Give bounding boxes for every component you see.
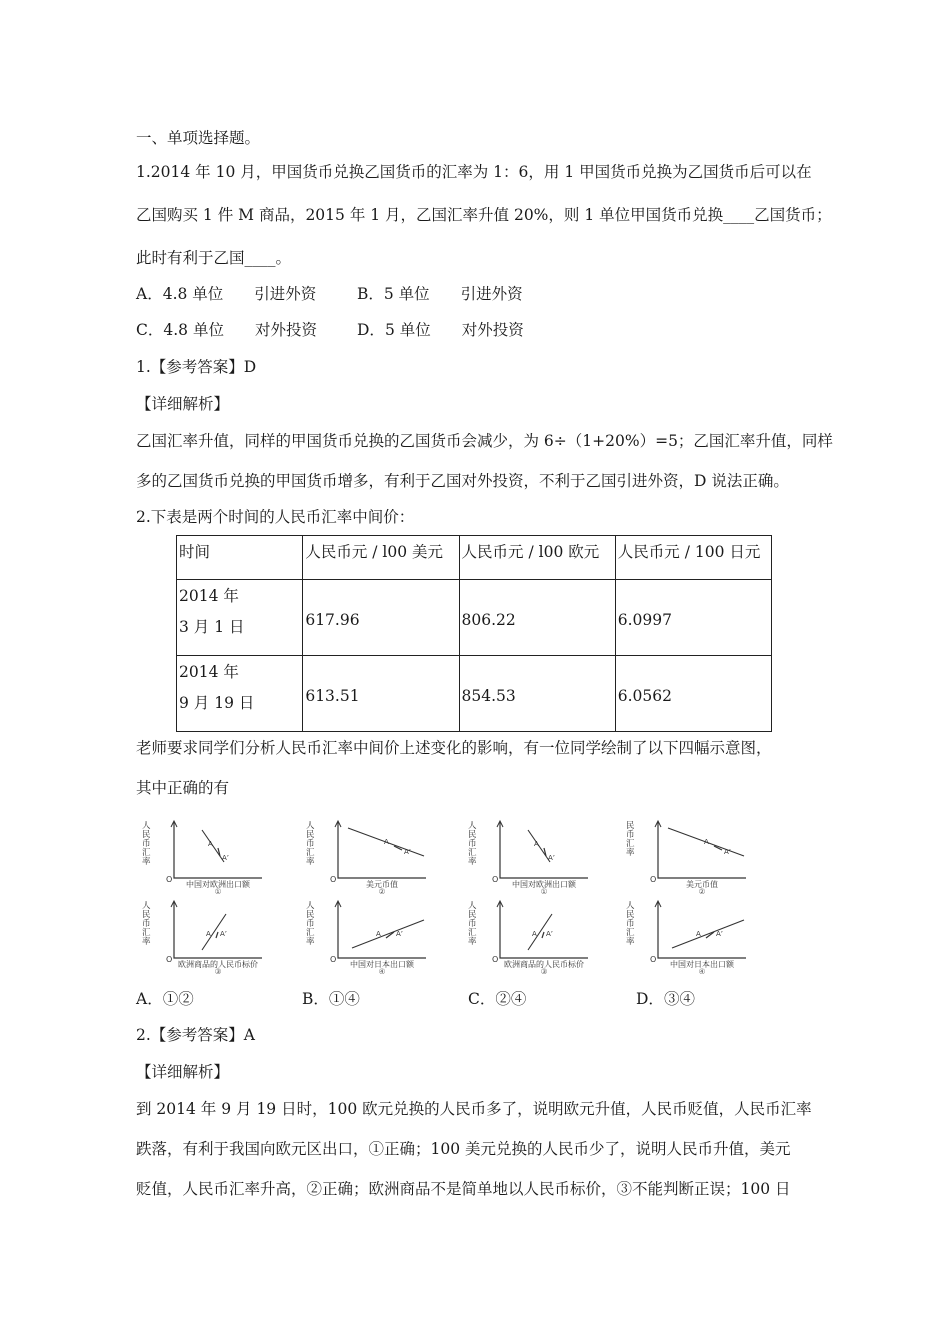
q2-analysis-line-2: 跌落，有利于我国向欧元区出口，①正确；100 美元兑换的人民币少了，说明人民币升值，美元 (136, 1140, 791, 1158)
q1-answer: 1.【参考答案】D (136, 358, 257, 376)
diagram-3 (620, 818, 750, 894)
table-cell-jpy: 6.0997 (615, 580, 771, 656)
point-a-label: A (206, 930, 211, 938)
curve-line (352, 920, 424, 948)
option-text: ①④ (328, 990, 360, 1008)
origin-label: O (650, 875, 657, 884)
point-a-label: A (384, 838, 389, 846)
axes (658, 822, 746, 878)
option-letter: D． (636, 990, 664, 1008)
q2-option-a (136, 988, 194, 1010)
exchange-rate-table (176, 535, 772, 732)
x-axis-label: 欧洲商品的人民币标价 (504, 960, 584, 969)
axes (174, 902, 262, 958)
option-text: 4.8 单位 对外投资 (163, 321, 317, 339)
point-a-label: A (208, 840, 213, 848)
q2-after-table-line-2: 其中正确的有 (136, 779, 230, 797)
x-axis-label: 欧洲商品的人民币标价 (178, 960, 258, 969)
q1-stem-line-1: 1.2014 年 10 月，甲国货币兑换乙国货币的汇率为 1：6，用 1 甲国货币兑换为乙国货币后可以在 (136, 163, 812, 181)
q1-analysis-line-1: 乙国汇率升值，同样的甲国货币兑换的乙国货币会减少，为 6÷（1+20%）=5；乙国汇率升值，同样 (136, 432, 833, 450)
section-heading: 一、单项选择题。 (136, 129, 261, 147)
axes (658, 902, 746, 958)
point-a-prime-label: A’ (716, 930, 724, 938)
point-a-prime-label: A’ (396, 930, 404, 938)
figure-number: ④ (378, 967, 386, 974)
table-cell-usd: 617.96 (303, 580, 459, 656)
point-a-prime-label: A’ (220, 930, 228, 938)
origin-label: O (650, 955, 657, 964)
x-axis-label: 中国对日本出口额 (670, 960, 734, 969)
point-a-prime-label: A’ (548, 854, 556, 862)
diagram-7 (620, 898, 750, 974)
q2-analysis-heading: 【详细解析】 (136, 1063, 230, 1081)
x-axis-label: 美元币值 (366, 880, 398, 889)
diagram-1 (300, 818, 430, 894)
date-day: 3 月 1 日 (179, 618, 245, 636)
y-axis-label: 人民币汇率 (142, 821, 151, 867)
table-cell-eur: 854.53 (459, 656, 615, 732)
q2-option-b (302, 988, 360, 1010)
option-letter: A． (136, 990, 163, 1008)
figure-number: ③ (540, 967, 548, 974)
option-text: ③④ (663, 990, 695, 1008)
option-letter: B． (357, 285, 384, 303)
diagram-0 (136, 818, 266, 894)
figure-number: ② (698, 887, 706, 894)
q1-option-d (357, 319, 524, 341)
table-cell-jpy: 6.0562 (615, 656, 771, 732)
q1-stem-line-3: 此时有利于乙国____。 (136, 249, 292, 267)
option-text: 4.8 单位 引进外资 (162, 285, 317, 303)
table-header-cell: 人民币元 / 100 日元 (615, 536, 771, 580)
origin-label: O (330, 875, 337, 884)
point-a-label: A (376, 930, 381, 938)
curve-line (672, 920, 744, 948)
q2-analysis-line-1: 到 2014 年 9 月 19 日时，100 欧元兑换的人民币多了，说明欧元升值，人民币贬值，人民币汇率 (136, 1100, 812, 1118)
figure-number: ① (540, 887, 548, 894)
table-row (177, 656, 772, 732)
point-a-prime-label: A’ (724, 848, 732, 856)
table-cell-eur: 806.22 (459, 580, 615, 656)
option-letter: B． (302, 990, 329, 1008)
origin-label: O (166, 875, 173, 884)
y-axis-label: 人民币汇率 (306, 901, 315, 947)
table-cell-date (177, 656, 303, 732)
option-text: 5 单位 引进外资 (383, 285, 523, 303)
option-letter: C． (136, 321, 164, 339)
point-a-label: A (532, 930, 537, 938)
table-header-cell: 人民币元 / l00 美元 (303, 536, 459, 580)
axes (338, 822, 426, 878)
table-header-cell: 人民币元 / l00 欧元 (459, 536, 615, 580)
option-text: ②④ (495, 990, 527, 1008)
x-axis-label: 中国对日本出口额 (350, 960, 414, 969)
q1-analysis-line-2: 多的乙国货币兑换的甲国货币增多，有利于乙国对外投资，不利于乙国引进外资，D 说法正确。 (136, 472, 789, 490)
table-cell-usd: 613.51 (303, 656, 459, 732)
point-a-prime-label: A’ (222, 854, 230, 862)
figure-number: ③ (214, 967, 222, 974)
y-axis-label: 人民币汇率 (142, 901, 151, 947)
figure-number: ① (214, 887, 222, 894)
q2-answer: 2.【参考答案】A (136, 1026, 255, 1044)
q2-option-c (468, 988, 526, 1010)
table-row (177, 580, 772, 656)
date-year: 2014 年 (179, 663, 239, 681)
y-axis-label: 人民币汇率 (468, 901, 477, 947)
date-year: 2014 年 (179, 587, 239, 605)
option-letter: A． (136, 285, 163, 303)
origin-label: O (492, 955, 499, 964)
point-a-label: A (696, 930, 701, 938)
figure-number: ④ (698, 967, 706, 974)
table-header-cell: 时间 (177, 536, 303, 580)
point-a-prime-label: A’ (546, 930, 554, 938)
q2-analysis-line-3: 贬值，人民币汇率升高，②正确；欧洲商品不是简单地以人民币标价，③不能判断正误；100 日 (136, 1180, 791, 1198)
y-axis-label: 人民币汇率 (468, 821, 477, 867)
origin-label: O (166, 955, 173, 964)
schematic-diagrams (136, 818, 750, 974)
x-axis-label: 中国对欧洲出口额 (512, 880, 576, 889)
q2-stem: 2.下表是两个时间的人民币汇率中间价： (136, 508, 415, 526)
diagram-5 (300, 898, 430, 974)
q1-option-c (136, 319, 317, 341)
x-axis-label: 中国对欧洲出口额 (186, 880, 250, 889)
q2-after-table-line-1: 老师要求同学们分析人民币汇率中间价上述变化的影响，有一位同学绘制了以下四幅示意图， (136, 739, 772, 757)
diagram-4 (136, 898, 266, 974)
y-axis-label: 人民币汇率 (306, 821, 315, 867)
point-a-label: A (704, 838, 709, 846)
axes (500, 902, 588, 958)
table-cell-date (177, 580, 303, 656)
y-axis-label: 民币汇率 (626, 821, 635, 858)
q1-option-b (357, 283, 523, 305)
axes (338, 902, 426, 958)
q1-stem-line-2: 乙国购买 1 件 M 商品，2015 年 1 月，乙国汇率升值 20%，则 1 单位甲国货币兑换____乙国货币； (136, 206, 832, 224)
figure-number: ② (378, 887, 386, 894)
x-axis-label: 美元币值 (686, 880, 718, 889)
option-text: 5 单位 对外投资 (384, 321, 524, 339)
option-letter: C． (468, 990, 496, 1008)
q2-option-d (636, 988, 695, 1010)
origin-label: O (330, 955, 337, 964)
y-axis-label: 人民币汇率 (626, 901, 635, 947)
option-letter: D． (357, 321, 385, 339)
point-a-prime-label: A’ (404, 848, 412, 856)
point-a-label: A (534, 840, 539, 848)
diagram-6 (462, 898, 592, 974)
option-text: ①② (162, 990, 194, 1008)
curve-line (202, 830, 224, 862)
table-header-row (177, 536, 772, 580)
q1-option-a (136, 283, 316, 305)
origin-label: O (492, 875, 499, 884)
q1-analysis-heading: 【详细解析】 (136, 395, 230, 413)
diagram-2 (462, 818, 592, 894)
curve-line (528, 830, 550, 862)
date-day: 9 月 19 日 (179, 694, 255, 712)
